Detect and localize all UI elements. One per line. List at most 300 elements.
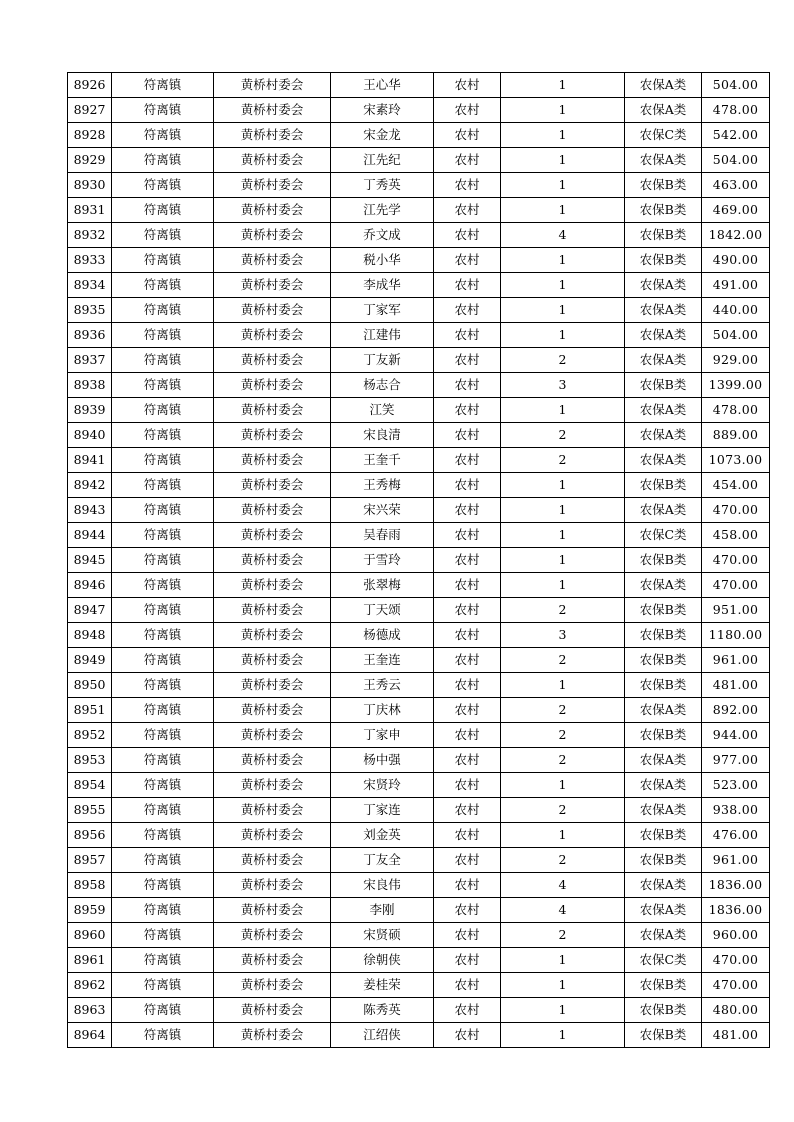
amount-cell: 481.00 — [702, 1023, 770, 1048]
household-size-cell: 1 — [501, 998, 625, 1023]
amount-cell: 454.00 — [702, 473, 770, 498]
recipient-name-cell: 张翠梅 — [331, 573, 434, 598]
household-size-cell: 1 — [501, 73, 625, 98]
amount-cell: 523.00 — [702, 773, 770, 798]
insurance-category-cell: 农保C类 — [625, 123, 702, 148]
amount-cell: 463.00 — [702, 173, 770, 198]
table-row — [68, 498, 770, 523]
amount-cell: 1180.00 — [702, 623, 770, 648]
record-number-cell: 8929 — [68, 148, 112, 173]
recipient-name-cell: 王秀云 — [331, 673, 434, 698]
household-type-cell: 农村 — [434, 248, 501, 273]
recipient-name-cell: 丁家连 — [331, 798, 434, 823]
village-committee-cell: 黄桥村委会 — [214, 98, 331, 123]
household-type-cell: 农村 — [434, 923, 501, 948]
recipient-name-cell: 王秀梅 — [331, 473, 434, 498]
table-row — [68, 698, 770, 723]
household-type-cell: 农村 — [434, 148, 501, 173]
recipient-name-cell: 宋素玲 — [331, 98, 434, 123]
household-type-cell: 农村 — [434, 623, 501, 648]
recipient-name-cell: 于雪玲 — [331, 548, 434, 573]
record-number-cell: 8927 — [68, 98, 112, 123]
table-row — [68, 473, 770, 498]
household-size-cell: 1 — [501, 973, 625, 998]
record-number-cell: 8952 — [68, 723, 112, 748]
record-number-cell: 8951 — [68, 698, 112, 723]
record-number-cell: 8943 — [68, 498, 112, 523]
record-number-cell: 8934 — [68, 273, 112, 298]
table-row — [68, 348, 770, 373]
insurance-category-cell: 农保B类 — [625, 473, 702, 498]
insurance-category-cell: 农保B类 — [625, 673, 702, 698]
insurance-category-cell: 农保B类 — [625, 998, 702, 1023]
village-committee-cell: 黄桥村委会 — [214, 373, 331, 398]
household-size-cell: 2 — [501, 748, 625, 773]
household-type-cell: 农村 — [434, 973, 501, 998]
table-row — [68, 1023, 770, 1048]
table-row — [68, 273, 770, 298]
table-row — [68, 623, 770, 648]
record-number-cell: 8949 — [68, 648, 112, 673]
village-committee-cell: 黄桥村委会 — [214, 573, 331, 598]
record-number-cell: 8936 — [68, 323, 112, 348]
insurance-category-cell: 农保A类 — [625, 773, 702, 798]
household-size-cell: 4 — [501, 223, 625, 248]
record-number-cell: 8937 — [68, 348, 112, 373]
township-cell: 符离镇 — [112, 948, 214, 973]
insurance-category-cell: 农保A类 — [625, 873, 702, 898]
household-size-cell: 1 — [501, 773, 625, 798]
table-row — [68, 298, 770, 323]
village-committee-cell: 黄桥村委会 — [214, 848, 331, 873]
household-size-cell: 1 — [501, 573, 625, 598]
record-number-cell: 8957 — [68, 848, 112, 873]
village-committee-cell: 黄桥村委会 — [214, 623, 331, 648]
household-size-cell: 1 — [501, 248, 625, 273]
village-committee-cell: 黄桥村委会 — [214, 923, 331, 948]
table-row — [68, 648, 770, 673]
household-type-cell: 农村 — [434, 848, 501, 873]
record-number-cell: 8931 — [68, 198, 112, 223]
recipient-name-cell: 丁家申 — [331, 723, 434, 748]
village-committee-cell: 黄桥村委会 — [214, 423, 331, 448]
village-committee-cell: 黄桥村委会 — [214, 973, 331, 998]
household-size-cell: 2 — [501, 698, 625, 723]
insurance-category-cell: 农保A类 — [625, 298, 702, 323]
record-number-cell: 8946 — [68, 573, 112, 598]
recipient-name-cell: 杨德成 — [331, 623, 434, 648]
amount-cell: 491.00 — [702, 273, 770, 298]
table-row — [68, 898, 770, 923]
record-number-cell: 8938 — [68, 373, 112, 398]
insurance-category-cell: 农保A类 — [625, 498, 702, 523]
record-number-cell: 8933 — [68, 248, 112, 273]
household-size-cell: 1 — [501, 1023, 625, 1048]
recipient-name-cell: 杨中强 — [331, 748, 434, 773]
record-number-cell: 8947 — [68, 598, 112, 623]
township-cell: 符离镇 — [112, 698, 214, 723]
township-cell: 符离镇 — [112, 623, 214, 648]
insurance-category-cell: 农保B类 — [625, 973, 702, 998]
household-size-cell: 1 — [501, 123, 625, 148]
table-row — [68, 973, 770, 998]
household-type-cell: 农村 — [434, 598, 501, 623]
recipient-name-cell: 江绍侠 — [331, 1023, 434, 1048]
household-type-cell: 农村 — [434, 323, 501, 348]
insurance-category-cell: 农保B类 — [625, 548, 702, 573]
township-cell: 符离镇 — [112, 348, 214, 373]
table-row — [68, 798, 770, 823]
household-type-cell: 农村 — [434, 498, 501, 523]
recipient-name-cell: 丁秀英 — [331, 173, 434, 198]
township-cell: 符离镇 — [112, 998, 214, 1023]
household-size-cell: 2 — [501, 798, 625, 823]
village-committee-cell: 黄桥村委会 — [214, 498, 331, 523]
household-type-cell: 农村 — [434, 373, 501, 398]
insurance-category-cell: 农保B类 — [625, 823, 702, 848]
amount-cell: 490.00 — [702, 248, 770, 273]
amount-cell: 470.00 — [702, 498, 770, 523]
village-committee-cell: 黄桥村委会 — [214, 448, 331, 473]
township-cell: 符离镇 — [112, 548, 214, 573]
village-committee-cell: 黄桥村委会 — [214, 198, 331, 223]
table-row — [68, 123, 770, 148]
amount-cell: 481.00 — [702, 673, 770, 698]
recipient-name-cell: 宋兴荣 — [331, 498, 434, 523]
record-number-cell: 8961 — [68, 948, 112, 973]
household-size-cell: 3 — [501, 373, 625, 398]
table-row — [68, 198, 770, 223]
township-cell: 符离镇 — [112, 923, 214, 948]
household-type-cell: 农村 — [434, 398, 501, 423]
amount-cell: 1399.00 — [702, 373, 770, 398]
amount-cell: 889.00 — [702, 423, 770, 448]
recipient-name-cell: 姜桂荣 — [331, 973, 434, 998]
amount-cell: 944.00 — [702, 723, 770, 748]
amount-cell: 504.00 — [702, 148, 770, 173]
amount-cell: 476.00 — [702, 823, 770, 848]
household-size-cell: 1 — [501, 548, 625, 573]
amount-cell: 951.00 — [702, 598, 770, 623]
amount-cell: 470.00 — [702, 948, 770, 973]
household-type-cell: 农村 — [434, 748, 501, 773]
insurance-category-cell: 农保A类 — [625, 698, 702, 723]
insurance-category-cell: 农保A类 — [625, 73, 702, 98]
village-committee-cell: 黄桥村委会 — [214, 898, 331, 923]
township-cell: 符离镇 — [112, 223, 214, 248]
household-type-cell: 农村 — [434, 873, 501, 898]
table-row — [68, 548, 770, 573]
subsidy-roster-table — [67, 72, 770, 1048]
township-cell: 符离镇 — [112, 398, 214, 423]
table-row — [68, 673, 770, 698]
township-cell: 符离镇 — [112, 748, 214, 773]
township-cell: 符离镇 — [112, 148, 214, 173]
table-row — [68, 873, 770, 898]
record-number-cell: 8944 — [68, 523, 112, 548]
village-committee-cell: 黄桥村委会 — [214, 773, 331, 798]
table-row — [68, 248, 770, 273]
record-number-cell: 8945 — [68, 548, 112, 573]
township-cell: 符离镇 — [112, 173, 214, 198]
village-committee-cell: 黄桥村委会 — [214, 148, 331, 173]
household-size-cell: 2 — [501, 348, 625, 373]
insurance-category-cell: 农保A类 — [625, 448, 702, 473]
township-cell: 符离镇 — [112, 898, 214, 923]
household-size-cell: 1 — [501, 148, 625, 173]
township-cell: 符离镇 — [112, 723, 214, 748]
township-cell: 符离镇 — [112, 973, 214, 998]
township-cell: 符离镇 — [112, 823, 214, 848]
insurance-category-cell: 农保B类 — [625, 648, 702, 673]
household-size-cell: 1 — [501, 498, 625, 523]
insurance-category-cell: 农保A类 — [625, 348, 702, 373]
household-size-cell: 2 — [501, 448, 625, 473]
insurance-category-cell: 农保A类 — [625, 323, 702, 348]
table-row — [68, 998, 770, 1023]
table-row — [68, 948, 770, 973]
amount-cell: 478.00 — [702, 398, 770, 423]
household-size-cell: 2 — [501, 598, 625, 623]
household-size-cell: 2 — [501, 723, 625, 748]
township-cell: 符离镇 — [112, 323, 214, 348]
record-number-cell: 8953 — [68, 748, 112, 773]
record-number-cell: 8959 — [68, 898, 112, 923]
household-type-cell: 农村 — [434, 948, 501, 973]
insurance-category-cell: 农保B类 — [625, 623, 702, 648]
village-committee-cell: 黄桥村委会 — [214, 348, 331, 373]
village-committee-cell: 黄桥村委会 — [214, 298, 331, 323]
recipient-name-cell: 丁庆林 — [331, 698, 434, 723]
household-type-cell: 农村 — [434, 648, 501, 673]
amount-cell: 1836.00 — [702, 898, 770, 923]
recipient-name-cell: 江建伟 — [331, 323, 434, 348]
amount-cell: 440.00 — [702, 298, 770, 323]
record-number-cell: 8960 — [68, 923, 112, 948]
insurance-category-cell: 农保B类 — [625, 1023, 702, 1048]
amount-cell: 938.00 — [702, 798, 770, 823]
recipient-name-cell: 宋金龙 — [331, 123, 434, 148]
township-cell: 符离镇 — [112, 98, 214, 123]
village-committee-cell: 黄桥村委会 — [214, 748, 331, 773]
township-cell: 符离镇 — [112, 273, 214, 298]
table-row — [68, 323, 770, 348]
township-cell: 符离镇 — [112, 248, 214, 273]
township-cell: 符离镇 — [112, 773, 214, 798]
household-type-cell: 农村 — [434, 1023, 501, 1048]
household-size-cell: 4 — [501, 898, 625, 923]
household-type-cell: 农村 — [434, 273, 501, 298]
township-cell: 符离镇 — [112, 73, 214, 98]
insurance-category-cell: 农保A类 — [625, 273, 702, 298]
household-size-cell: 1 — [501, 98, 625, 123]
household-type-cell: 农村 — [434, 348, 501, 373]
record-number-cell: 8932 — [68, 223, 112, 248]
amount-cell: 458.00 — [702, 523, 770, 548]
amount-cell: 977.00 — [702, 748, 770, 773]
household-size-cell: 1 — [501, 173, 625, 198]
village-committee-cell: 黄桥村委会 — [214, 123, 331, 148]
table-row — [68, 173, 770, 198]
household-size-cell: 1 — [501, 823, 625, 848]
household-size-cell: 1 — [501, 323, 625, 348]
household-type-cell: 农村 — [434, 173, 501, 198]
village-committee-cell: 黄桥村委会 — [214, 548, 331, 573]
village-committee-cell: 黄桥村委会 — [214, 823, 331, 848]
amount-cell: 929.00 — [702, 348, 770, 373]
recipient-name-cell: 王奎连 — [331, 648, 434, 673]
household-size-cell: 1 — [501, 198, 625, 223]
insurance-category-cell: 农保A类 — [625, 148, 702, 173]
household-type-cell: 农村 — [434, 198, 501, 223]
roster-body — [68, 73, 770, 1048]
amount-cell: 892.00 — [702, 698, 770, 723]
record-number-cell: 8926 — [68, 73, 112, 98]
township-cell: 符离镇 — [112, 648, 214, 673]
recipient-name-cell: 李成华 — [331, 273, 434, 298]
recipient-name-cell: 宋贤硕 — [331, 923, 434, 948]
household-size-cell: 1 — [501, 398, 625, 423]
insurance-category-cell: 农保B类 — [625, 723, 702, 748]
household-type-cell: 农村 — [434, 723, 501, 748]
village-committee-cell: 黄桥村委会 — [214, 1023, 331, 1048]
recipient-name-cell: 宋良伟 — [331, 873, 434, 898]
insurance-category-cell: 农保B类 — [625, 173, 702, 198]
table-row — [68, 848, 770, 873]
village-committee-cell: 黄桥村委会 — [214, 223, 331, 248]
insurance-category-cell: 农保A类 — [625, 798, 702, 823]
household-type-cell: 农村 — [434, 423, 501, 448]
insurance-category-cell: 农保B类 — [625, 198, 702, 223]
household-type-cell: 农村 — [434, 473, 501, 498]
table-row — [68, 373, 770, 398]
record-number-cell: 8941 — [68, 448, 112, 473]
record-number-cell: 8935 — [68, 298, 112, 323]
record-number-cell: 8942 — [68, 473, 112, 498]
insurance-category-cell: 农保A类 — [625, 423, 702, 448]
amount-cell: 961.00 — [702, 648, 770, 673]
record-number-cell: 8962 — [68, 973, 112, 998]
household-type-cell: 农村 — [434, 998, 501, 1023]
village-committee-cell: 黄桥村委会 — [214, 323, 331, 348]
recipient-name-cell: 江先学 — [331, 198, 434, 223]
township-cell: 符离镇 — [112, 848, 214, 873]
township-cell: 符离镇 — [112, 523, 214, 548]
township-cell: 符离镇 — [112, 298, 214, 323]
township-cell: 符离镇 — [112, 123, 214, 148]
township-cell: 符离镇 — [112, 873, 214, 898]
amount-cell: 1836.00 — [702, 873, 770, 898]
table-row — [68, 598, 770, 623]
insurance-category-cell: 农保A类 — [625, 573, 702, 598]
amount-cell: 480.00 — [702, 998, 770, 1023]
village-committee-cell: 黄桥村委会 — [214, 673, 331, 698]
household-size-cell: 3 — [501, 623, 625, 648]
village-committee-cell: 黄桥村委会 — [214, 73, 331, 98]
household-type-cell: 农村 — [434, 798, 501, 823]
record-number-cell: 8928 — [68, 123, 112, 148]
household-type-cell: 农村 — [434, 223, 501, 248]
recipient-name-cell: 刘金英 — [331, 823, 434, 848]
household-type-cell: 农村 — [434, 73, 501, 98]
household-type-cell: 农村 — [434, 298, 501, 323]
recipient-name-cell: 丁友新 — [331, 348, 434, 373]
record-number-cell: 8940 — [68, 423, 112, 448]
township-cell: 符离镇 — [112, 573, 214, 598]
household-size-cell: 2 — [501, 423, 625, 448]
recipient-name-cell: 宋良清 — [331, 423, 434, 448]
recipient-name-cell: 陈秀英 — [331, 998, 434, 1023]
table-row — [68, 823, 770, 848]
household-type-cell: 农村 — [434, 548, 501, 573]
insurance-category-cell: 农保A类 — [625, 748, 702, 773]
insurance-category-cell: 农保A类 — [625, 923, 702, 948]
amount-cell: 478.00 — [702, 98, 770, 123]
household-type-cell: 农村 — [434, 573, 501, 598]
household-type-cell: 农村 — [434, 673, 501, 698]
record-number-cell: 8948 — [68, 623, 112, 648]
recipient-name-cell: 江笑 — [331, 398, 434, 423]
table-row — [68, 748, 770, 773]
amount-cell: 469.00 — [702, 198, 770, 223]
insurance-category-cell: 农保A类 — [625, 898, 702, 923]
table-row — [68, 573, 770, 598]
village-committee-cell: 黄桥村委会 — [214, 798, 331, 823]
amount-cell: 542.00 — [702, 123, 770, 148]
table-row — [68, 398, 770, 423]
recipient-name-cell: 丁天颂 — [331, 598, 434, 623]
household-type-cell: 农村 — [434, 898, 501, 923]
table-row — [68, 773, 770, 798]
household-size-cell: 2 — [501, 648, 625, 673]
village-committee-cell: 黄桥村委会 — [214, 248, 331, 273]
record-number-cell: 8956 — [68, 823, 112, 848]
record-number-cell: 8963 — [68, 998, 112, 1023]
record-number-cell: 8958 — [68, 873, 112, 898]
table-row — [68, 73, 770, 98]
recipient-name-cell: 税小华 — [331, 248, 434, 273]
household-size-cell: 1 — [501, 473, 625, 498]
household-size-cell: 2 — [501, 848, 625, 873]
village-committee-cell: 黄桥村委会 — [214, 173, 331, 198]
township-cell: 符离镇 — [112, 598, 214, 623]
household-size-cell: 1 — [501, 273, 625, 298]
recipient-name-cell: 丁家军 — [331, 298, 434, 323]
recipient-name-cell: 徐朝侠 — [331, 948, 434, 973]
insurance-category-cell: 农保B类 — [625, 373, 702, 398]
record-number-cell: 8950 — [68, 673, 112, 698]
township-cell: 符离镇 — [112, 373, 214, 398]
insurance-category-cell: 农保B类 — [625, 598, 702, 623]
township-cell: 符离镇 — [112, 198, 214, 223]
table-row — [68, 223, 770, 248]
household-size-cell: 1 — [501, 523, 625, 548]
household-type-cell: 农村 — [434, 98, 501, 123]
table-row — [68, 148, 770, 173]
record-number-cell: 8954 — [68, 773, 112, 798]
table-row — [68, 523, 770, 548]
table-row — [68, 423, 770, 448]
insurance-category-cell: 农保C类 — [625, 523, 702, 548]
record-number-cell: 8939 — [68, 398, 112, 423]
recipient-name-cell: 宋贤玲 — [331, 773, 434, 798]
amount-cell: 1842.00 — [702, 223, 770, 248]
amount-cell: 470.00 — [702, 973, 770, 998]
village-committee-cell: 黄桥村委会 — [214, 598, 331, 623]
village-committee-cell: 黄桥村委会 — [214, 723, 331, 748]
table-row — [68, 448, 770, 473]
household-type-cell: 农村 — [434, 823, 501, 848]
